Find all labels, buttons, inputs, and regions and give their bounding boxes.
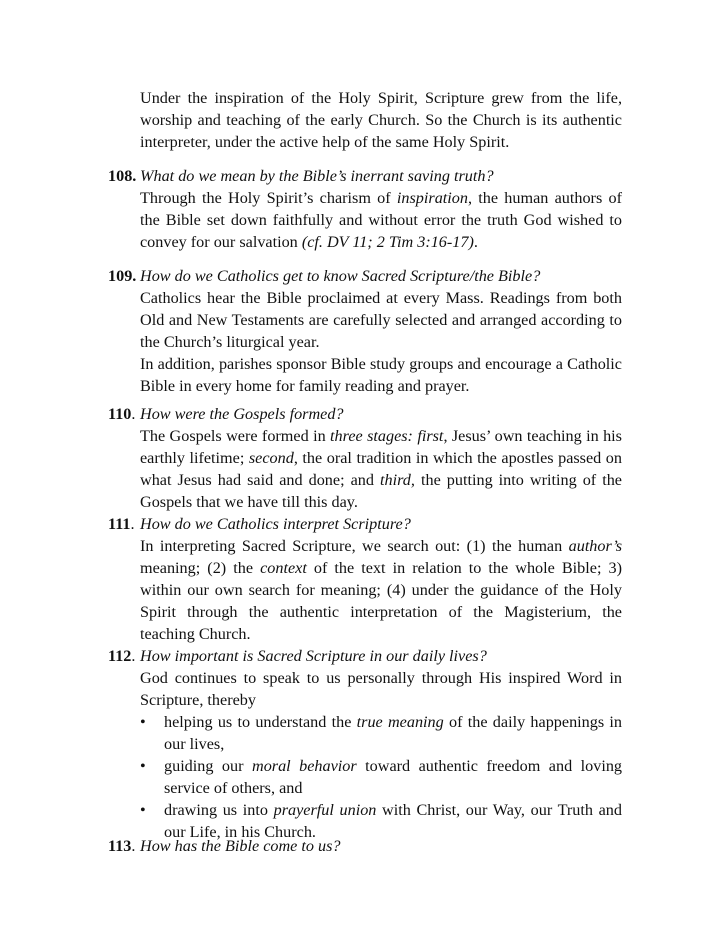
question-line [108, 645, 622, 667]
question-number [108, 645, 140, 667]
intro-paragraph: Under the inspiration of the Holy Spirit, Scripture grew from the life, worship and teaching of the early Church. So the Church is its authentic interpreter, under the active help of the same Holy Spirit. [140, 89, 622, 151]
number-text: 112 [108, 647, 132, 665]
bullet-text: of the daily happenings in our lives, [164, 713, 623, 753]
question-text: How were the Gospels formed? [140, 405, 344, 423]
item-113 [108, 835, 622, 857]
answer-paragraph [140, 187, 622, 253]
answer-text: . [473, 233, 478, 251]
bullet-text: drawing us into [164, 801, 274, 819]
bullet-item [140, 711, 622, 755]
answer-text: , the human authors of the Bible set down faithfully and without error the truth God wished to convey for our salvation [140, 189, 622, 251]
emphasis-text: moral behavior [252, 757, 357, 775]
number-dot: . [131, 837, 136, 855]
citation-text: (cf. DV 11; 2 Tim 3:16-17) [301, 233, 474, 251]
emphasis-text: context [260, 559, 307, 577]
question-line [108, 265, 622, 287]
number-dot: . [130, 515, 135, 533]
emphasis-text: inspiration [396, 189, 468, 207]
bullet-text: toward authentic freedom and loving service of others, and [164, 757, 623, 797]
item-108 [108, 165, 622, 253]
question-number: 109. [108, 267, 137, 285]
intro-paragraph-block [108, 87, 622, 153]
question-number: 108. [108, 167, 137, 185]
answer-section [140, 667, 622, 843]
item-110 [108, 403, 622, 513]
answer-paragraph: God continues to speak to us personally through His inspired Word in Scripture, thereby [140, 669, 622, 709]
answer-text: , Jesus’ own teaching in his earthly lifetime; [140, 427, 622, 467]
emphasis-text: true meaning [356, 713, 444, 731]
question-number [108, 835, 140, 857]
answer-text: , the oral tradition in which the apostles passed on what Jesus had said and done; and [140, 449, 622, 489]
item-111 [108, 513, 622, 645]
question-line [108, 403, 622, 425]
question-text: How do we Catholics interpret Scripture? [140, 515, 411, 533]
emphasis-text: author’s [568, 537, 622, 555]
question-number [108, 403, 140, 425]
bullet-icon: • [140, 713, 146, 731]
answer-paragraph: In addition, parishes sponsor Bible study groups and encourage a Catholic Bible in every home for family reading and prayer. [140, 355, 622, 395]
emphasis-text: third, [380, 471, 415, 489]
question-line [108, 165, 622, 187]
answer-text: meaning; (2) the [140, 559, 261, 577]
answer-text: Through the Holy Spirit’s charism of [140, 189, 397, 207]
question-text: How do we Catholics get to know Sacred Scripture/the Bible? [140, 267, 541, 285]
bullet-text: with Christ, our Way, our Truth and our Life, in his Church. [164, 801, 622, 841]
number-dot: . [131, 647, 136, 665]
question-line [108, 835, 622, 857]
item-109 [108, 265, 622, 397]
question-line [108, 513, 622, 535]
emphasis-text: three stages: first [330, 427, 444, 445]
emphasis-text: second [248, 449, 294, 467]
answer-paragraph [140, 535, 622, 645]
answer-paragraph [140, 425, 622, 513]
emphasis-text: prayerful union [273, 801, 377, 819]
number-text: 110 [108, 405, 132, 423]
item-112 [108, 645, 622, 843]
number-dot: . [131, 405, 136, 423]
answer-text: the putting into writing of the Gospels that we have till this day. [140, 471, 622, 511]
bullet-icon: • [140, 757, 146, 775]
question-text: How important is Sacred Scripture in our daily lives? [140, 647, 487, 665]
number-text: 113 [108, 837, 132, 855]
bullet-icon: • [140, 801, 146, 819]
bullet-text: guiding our [164, 757, 252, 775]
answer-text: In interpreting Sacred Scripture, we search out: (1) the human [140, 537, 569, 555]
answer-paragraph: Catholics hear the Bible proclaimed at every Mass. Readings from both Old and New Testaments are carefully selected and arranged according to the Church’s liturgical year. [140, 289, 622, 351]
question-number [108, 513, 140, 535]
bullet-item [140, 755, 622, 799]
question-text: What do we mean by the Bible’s inerrant saving truth? [140, 167, 494, 185]
bullet-text: helping us to understand the [164, 713, 357, 731]
answer-text: of the text in relation to the whole Bible; 3) within our own search for meaning; (4) under the guidance of the Holy Spirit through the authentic interpretation of the Magisterium, the teaching Church. [140, 559, 622, 643]
question-text: How has the Bible come to us? [140, 837, 341, 855]
answer-text: The Gospels were formed in [140, 427, 331, 445]
number-text: 111 [108, 515, 131, 533]
